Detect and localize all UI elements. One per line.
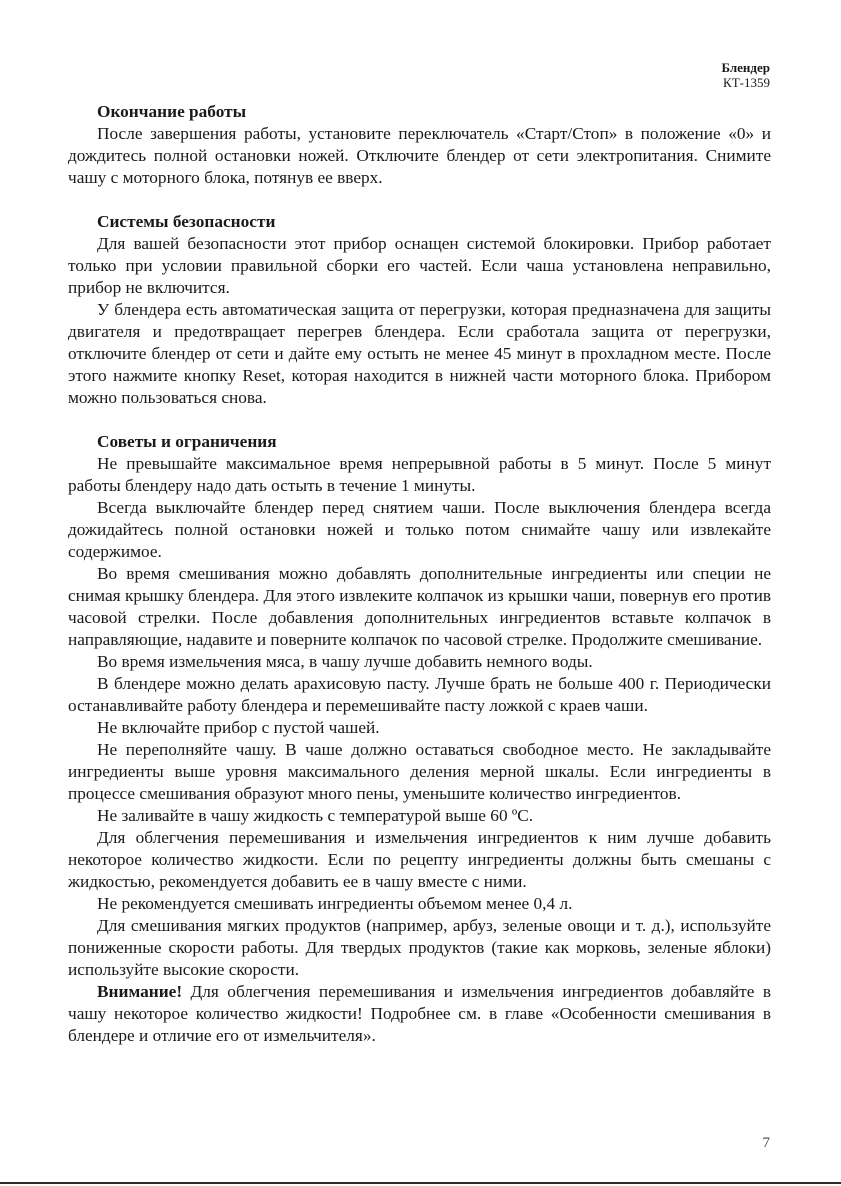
paragraph: Для вашей безопасности этот прибор оснащен системой блокировки. Прибор работает только при условии правильной сборки его частей. Если чаша установлена неправильно, прибор не включится. <box>68 234 771 297</box>
paragraph: Во время измельчения мяса, в чашу лучше добавить немного воды. <box>97 652 593 671</box>
page-header <box>721 60 770 90</box>
paragraph: Не включайте прибор с пустой чашей. <box>97 718 380 737</box>
paragraph: Всегда выключайте блендер перед снятием чаши. После выключения блендера всегда дожидайтесь полной остановки ножей и только потом снимайте чашу или извлекайте содержимое. <box>68 498 771 561</box>
warning-paragraph <box>68 981 771 1047</box>
paragraph: У блендера есть автоматическая защита от перегрузки, которая предназначена для защиты двигателя и предотвращает перегрев блендера. Если сработала защита от перегрузки, отключите блендер от сети и дайте ему остыть не менее 45 минут в прохладном месте. После этого нажмите кнопку Reset, которая находится в нижней части моторного блока. Прибором можно пользоваться снова. <box>68 300 771 407</box>
section-safety-systems <box>68 211 771 409</box>
paragraph: После завершения работы, установите переключатель «Старт/Стоп» в положение «0» и дождитесь полной остановки ножей. Отключите блендер от сети электропитания. Снимите чашу с моторного блока, потянув ее вверх. <box>68 124 771 187</box>
page-number: 7 <box>762 1135 770 1151</box>
bottom-divider <box>0 1182 841 1184</box>
section-heading: Окончание работы <box>97 102 247 121</box>
header-model-number: КТ-1359 <box>723 75 770 90</box>
paragraph: Не рекомендуется смешивать ингредиенты объемом менее 0,4 л. <box>97 894 573 913</box>
paragraph: Не превышайте максимальное время непрерывной работы в 5 минут. После 5 минут работы блендеру надо дать остыть в течение 1 минуты. <box>68 454 771 495</box>
warning-text: Для облегчения перемешивания и измельчения ингредиентов добавляйте в чашу некоторое количество жидкости! Подробнее см. в главе «Особенности смешивания в блендере и отличие его от измельчителя». <box>68 982 771 1045</box>
paragraph: Для смешивания мягких продуктов (например, арбуз, зеленые овощи и т. д.), используйте пониженные скорости работы. Для твердых продуктов (такие как морковь, зеленые яблоки) используйте высокие скорости. <box>68 916 771 979</box>
paragraph: Не заливайте в чашу жидкость с температурой выше 60 ºC. <box>97 806 534 825</box>
section-tips-and-limits <box>68 431 771 1047</box>
section-heading: Системы безопасности <box>97 212 276 231</box>
paragraph: Во время смешивания можно добавлять дополнительные ингредиенты или специи не снимая крышку блендера. Для этого извлеките колпачок из крышки чаши, повернув его против часовой стрелки. После добавления дополнительных ингредиентов вставьте колпачок в направляющие, надавите и поверните колпачок по часовой стрелке. Продолжите смешивание. <box>68 564 771 649</box>
section-end-of-work <box>68 101 771 189</box>
header-product-name: Блендер <box>721 60 770 75</box>
warning-label: Внимание! <box>97 982 183 1001</box>
paragraph: Не переполняйте чашу. В чаше должно оставаться свободное место. Не закладывайте ингредиенты выше уровня максимального деления мерной шкалы. Если ингредиенты в процессе смешивания образуют много пены, уменьшите количество ингредиентов. <box>68 740 771 803</box>
section-heading: Советы и ограничения <box>97 432 277 451</box>
paragraph: Для облегчения перемешивания и измельчения ингредиентов к ним лучше добавить некоторое количество жидкости. Если по рецепту ингредиенты должны быть смешаны с жидкостью, рекомендуется добавить ее в чашу вместе с ними. <box>68 828 771 891</box>
page-content <box>68 101 771 1069</box>
paragraph: В блендере можно делать арахисовую пасту. Лучше брать не больше 400 г. Периодически останавливайте работу блендера и перемешивайте пасту ложкой с краев чаши. <box>68 674 771 715</box>
